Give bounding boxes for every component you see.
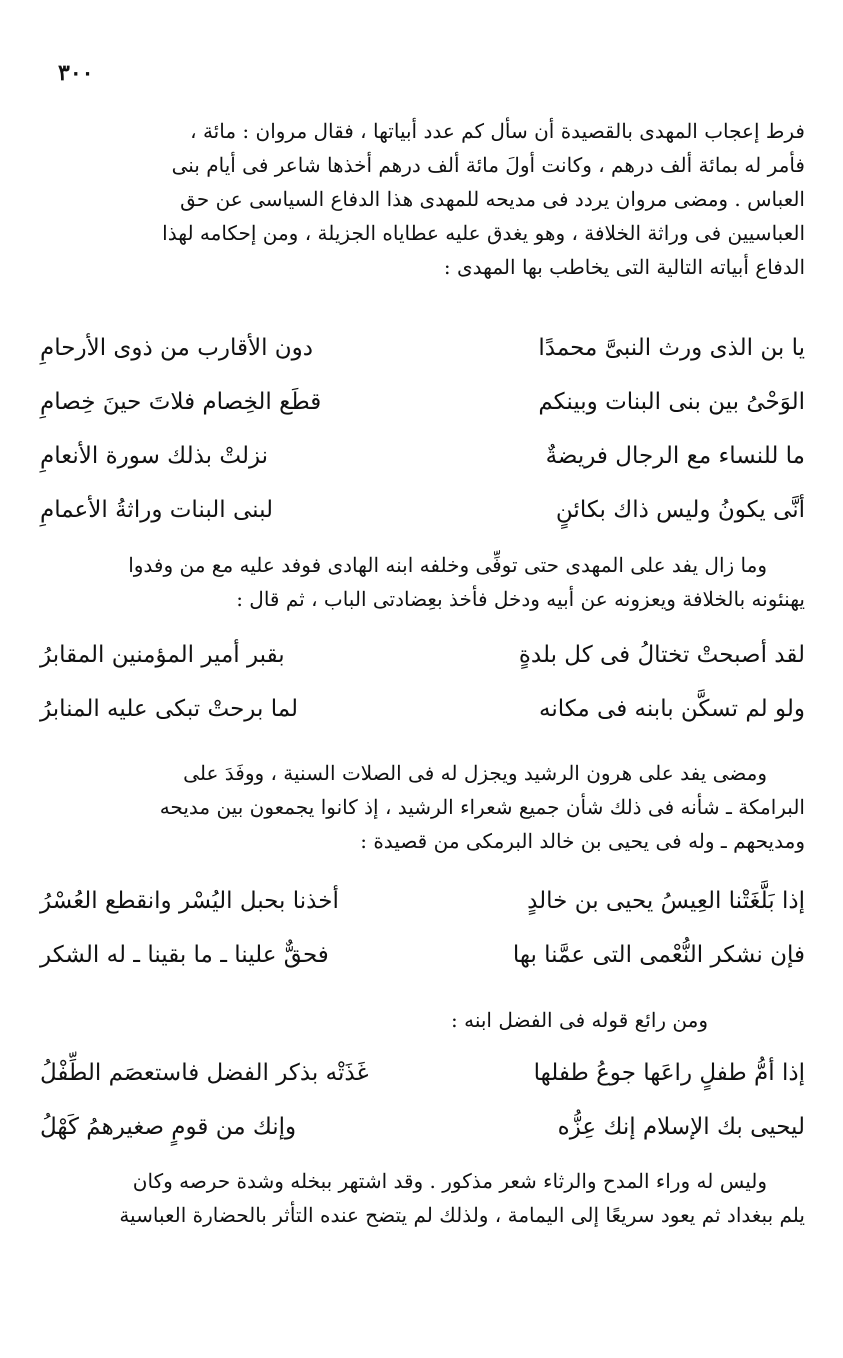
verse-first-hemistich: إذا أمُّ طفلٍ راعَها جوعُ طفلها [533, 1060, 805, 1086]
paragraph-4 [451, 1008, 708, 1032]
verse-second-hemistich: قطَع الخِصام فلاتَ حينَ خِصامِ [40, 389, 322, 415]
text-line: العباس . ومضى مروان يردد فى مديحه للمهدى هذا الدفاع السياسى عن حق [180, 187, 805, 211]
verse-first-hemistich: ليحيى بك الإسلام إنك عِزُّه [557, 1114, 805, 1140]
verse-first-hemistich: ولو لم تسكَّن بابنه فى مكانه [538, 696, 805, 722]
verse-line [40, 642, 805, 696]
verse-second-hemistich: نزلتْ بذلك سورة الأنعامِ [40, 443, 269, 469]
verse-line [40, 497, 805, 551]
verse-second-hemistich: أخذنا بحبل اليُسْر وانقطع العُسْرُ [40, 888, 339, 914]
poem-al-mahdi [40, 335, 805, 551]
verse-line [40, 1114, 805, 1168]
verse-second-hemistich: فحقٌّ علينا ـ ما بقينا ـ له الشكر [40, 942, 329, 968]
verse-first-hemistich: أنَّى يكونُ وليس ذاك بكائنٍ [555, 497, 805, 523]
verse-first-hemistich: ما للنساء مع الرجال فريضةٌ [545, 443, 805, 469]
verse-line [40, 1060, 805, 1114]
verse-line [40, 888, 805, 942]
poem-al-fadl [40, 1060, 805, 1168]
verse-second-hemistich: بقبر أمير المؤمنين المقابرُ [40, 642, 285, 668]
verse-second-hemistich: وإنك من قومٍ صغيرهمُ كَهْلُ [40, 1114, 297, 1140]
text-line: البرامكة ـ شأنه فى ذلك شأن جميع شعراء الرشيد ، إذ كانوا يجمعون بين مديحه [159, 795, 805, 819]
verse-second-hemistich: غَذَتْه بذكر الفضل فاستعصَم الطِّفْلُ [40, 1060, 369, 1086]
text-line: وما زال يفد على المهدى حتى توفِّى وخلفه ابنه الهادى فوفد عليه مع من وفدوا [128, 553, 767, 577]
paragraph-3 [40, 756, 805, 858]
verse-first-hemistich: لقد أصبحتْ تختالُ فى كل بلدةٍ [518, 642, 805, 668]
verse-first-hemistich: الوَحْىُ بين بنى البنات وبينكم [538, 389, 805, 415]
paragraph-2 [40, 548, 805, 616]
text-line: العباسيين فى وراثة الخلافة ، وهو يغدق عليه عطاياه الجزيلة ، ومن إحكامه لهذا [162, 221, 805, 245]
paragraph-5 [40, 1164, 805, 1232]
verse-second-hemistich: لما برحتْ تبكى عليه المنابرُ [40, 696, 299, 722]
verse-line [40, 335, 805, 389]
verse-first-hemistich: إذا بَلَّغَتْنا العِيسُ يحيى بن خالدٍ [527, 888, 805, 914]
text-line: فأمر له بمائة ألف درهم ، وكانت أولَ مائة ألف درهم أخذها شاعر فى أيام بنى [171, 153, 805, 177]
page-number: ٣٠٠ [58, 60, 94, 86]
text-line: ومديحهم ـ وله فى يحيى بن خالد البرمكى من قصيدة : [360, 829, 805, 853]
verse-line [40, 443, 805, 497]
paragraph-1 [40, 114, 805, 284]
verse-first-hemistich: يا بن الذى ورث النبىَّ محمدًا [538, 335, 805, 361]
verse-second-hemistich: لبنى البنات وراثةُ الأعمامِ [40, 497, 274, 523]
verse-line [40, 696, 805, 750]
poem-yahya [40, 888, 805, 996]
verse-second-hemistich: دون الأقارب من ذوى الأرحامِ [40, 335, 314, 361]
text-line: ومضى يفد على هرون الرشيد ويجزل له فى الصلات السنية ، ووفَدَ على [183, 761, 767, 785]
verse-line [40, 389, 805, 443]
verse-first-hemistich: فإن نشكر النُّعْمى التى عمَّنا بها [512, 942, 805, 968]
text-line: وليس له وراء المدح والرثاء شعر مذكور . وقد اشتهر ببخله وشدة حرصه وكان [132, 1169, 767, 1193]
poem-al-hadi [40, 642, 805, 750]
text-line: يهنئونه بالخلافة ويعزونه عن أبيه ودخل فأخذ بعِضادتى الباب ، ثم قال : [236, 587, 805, 611]
text-line: الدفاع أبياته التالية التى يخاطب بها المهدى : [443, 255, 805, 279]
text-line: فرط إعجاب المهدى بالقصيدة أن سأل كم عدد أبياتها ، فقال مروان : مائة ، [190, 119, 805, 143]
verse-line [40, 942, 805, 996]
text-line: يلم ببغداد ثم يعود سريعًا إلى اليمامة ، ولذلك لم يتضح عنده التأثر بالحضارة العباسية [119, 1203, 805, 1227]
text-line: ومن رائع قوله فى الفضل ابنه : [451, 1008, 708, 1032]
